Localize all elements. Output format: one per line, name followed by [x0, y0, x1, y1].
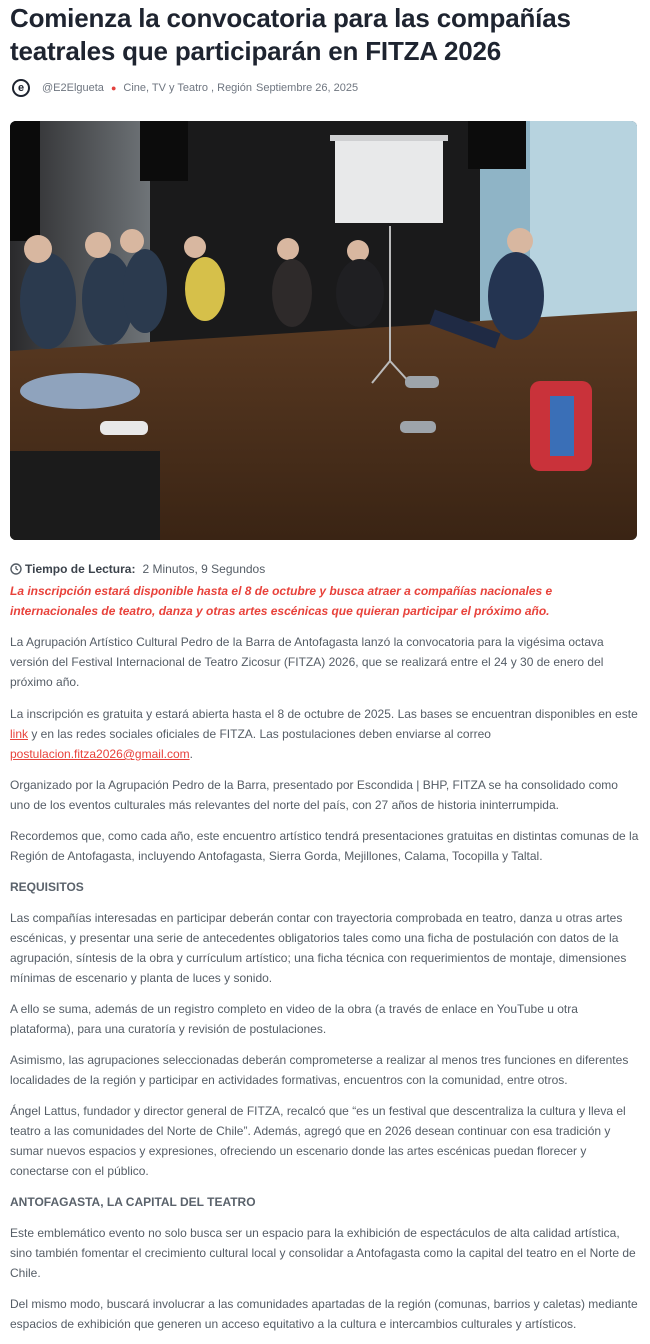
author-logo-icon[interactable]: [12, 79, 30, 97]
paragraph-8: Ángel Lattus, fundador y director general de FITZA, recalcó que “es un festival que descentraliza la cultura y lleva el teatro a las comunidades del Norte de Chile”. Además, agregó que en 2026 desean continuar con esa tradición y sumar nuevos espacios y expresiones, ofreciendo un escenario donde las artes escénicas puedan florecer y conectarse con el público.: [10, 1104, 626, 1178]
heading-requisitos: REQUISITOS: [10, 880, 84, 894]
paragraph-2: [10, 704, 640, 764]
heading-antofagasta: ANTOFAGASTA, LA CAPITAL DEL TEATRO: [10, 1195, 256, 1209]
article-meta: [12, 77, 358, 99]
paragraph-1: La Agrupación Artístico Cultural Pedro de la Barra de Antofagasta lanzó la convocatoria para la vigésima octava versión del Festival Internacional de Teatro Zicosur (FITZA) 2026, que se realizará entre el 24 y 30 de enero del próximo año.: [10, 635, 604, 689]
publish-date: Septiembre 26, 2025: [255, 82, 359, 94]
article-title: Comienza la convocatoria para las compañías teatrales que participarán en FITZA 2026: [10, 3, 571, 66]
paragraph-6: A ello se suma, además de un registro completo en video de la obra (a través de enlace en YouTube u otra plataforma), para una curatoría y revisión de postulaciones.: [10, 1002, 578, 1036]
reading-time-label: Tiempo de Lectura:: [25, 562, 136, 576]
bases-link[interactable]: link: [10, 727, 29, 741]
paragraph-7: Asimismo, las agrupaciones seleccionadas deberán comprometerse a realizar al menos tres funciones en diferentes localidades de la región y participar en actividades formativas, encuentros con la comunidad, entre otros.: [10, 1053, 629, 1087]
paragraph-10: Del mismo modo, buscará involucrar a las comunidades apartadas de la región (comunas, barrios y caletas) mediante espacios de exhibición que generen un acceso equitativo a la cultura e intercambios culturales y artísticos.: [10, 1297, 638, 1331]
paragraph-2-text-c: .: [189, 747, 193, 761]
paragraph-4: Recordemos que, como cada año, este encuentro artístico tendrá presentaciones gratuitas en distintas comunas de la Región de Antofagasta, incluyendo Antofagasta, Sierra Gorda, Mejillones, Calama, Tocopilla y Taltal.: [10, 829, 639, 863]
email-link[interactable]: postulacion.fitza2026@gmail.com: [10, 747, 190, 761]
article-lead: La inscripción estará disponible hasta el 8 de octubre y busca atraer a compañías nacionales e internacionales de teatro, danza y otras artes escénicas que quieran participar el próximo año.: [10, 584, 553, 618]
paragraph-2-text-b: y en las redes sociales oficiales de FITZA. Las postulaciones deben enviarse al correo: [28, 727, 491, 741]
paragraph-5: Las compañías interesadas en participar deberán contar con trayectoria comprobada en teatro, danza u otras artes escénicas, y presentar una serie de antecedentes obligatorios tales como una ficha de postulación con datos de la agrupación, síntesis de la obra y currículum artístico; una ficha técnica con requerimientos de montaje, dimensiones mínimas de escenario y planta de luces y sonido.: [10, 911, 627, 985]
category-link[interactable]: Cine, TV y Teatro , Región: [123, 82, 252, 94]
author-logo-letter: e: [17, 81, 25, 94]
paragraph-2-text-a: La inscripción es gratuita y estará abierta hasta el 8 de octubre de 2025. Las bases se encuentran disponibles en este: [10, 707, 638, 721]
article-photo: [10, 121, 637, 540]
reading-time-value: 2 Minutos, 9 Segundos: [142, 562, 266, 576]
clock-icon: [10, 563, 22, 575]
separator-dot-icon: ●: [110, 83, 117, 93]
reading-time: [10, 562, 265, 576]
paragraph-9: Este emblemático evento no solo busca ser un espacio para la exhibición de espectáculos de alta calidad artística, sino también fomentar el crecimiento cultural local y consolidar a Antofagasta como la capital del teatro en el Norte de Chile.: [10, 1226, 636, 1280]
author-link[interactable]: @E2Elgueta: [42, 82, 104, 94]
paragraph-3: Organizado por la Agrupación Pedro de la Barra, presentado por Escondida | BHP, FITZA se ha consolidado como uno de los eventos culturales más relevantes del norte del país, con 27 años de historia ininterrumpida.: [10, 778, 618, 812]
